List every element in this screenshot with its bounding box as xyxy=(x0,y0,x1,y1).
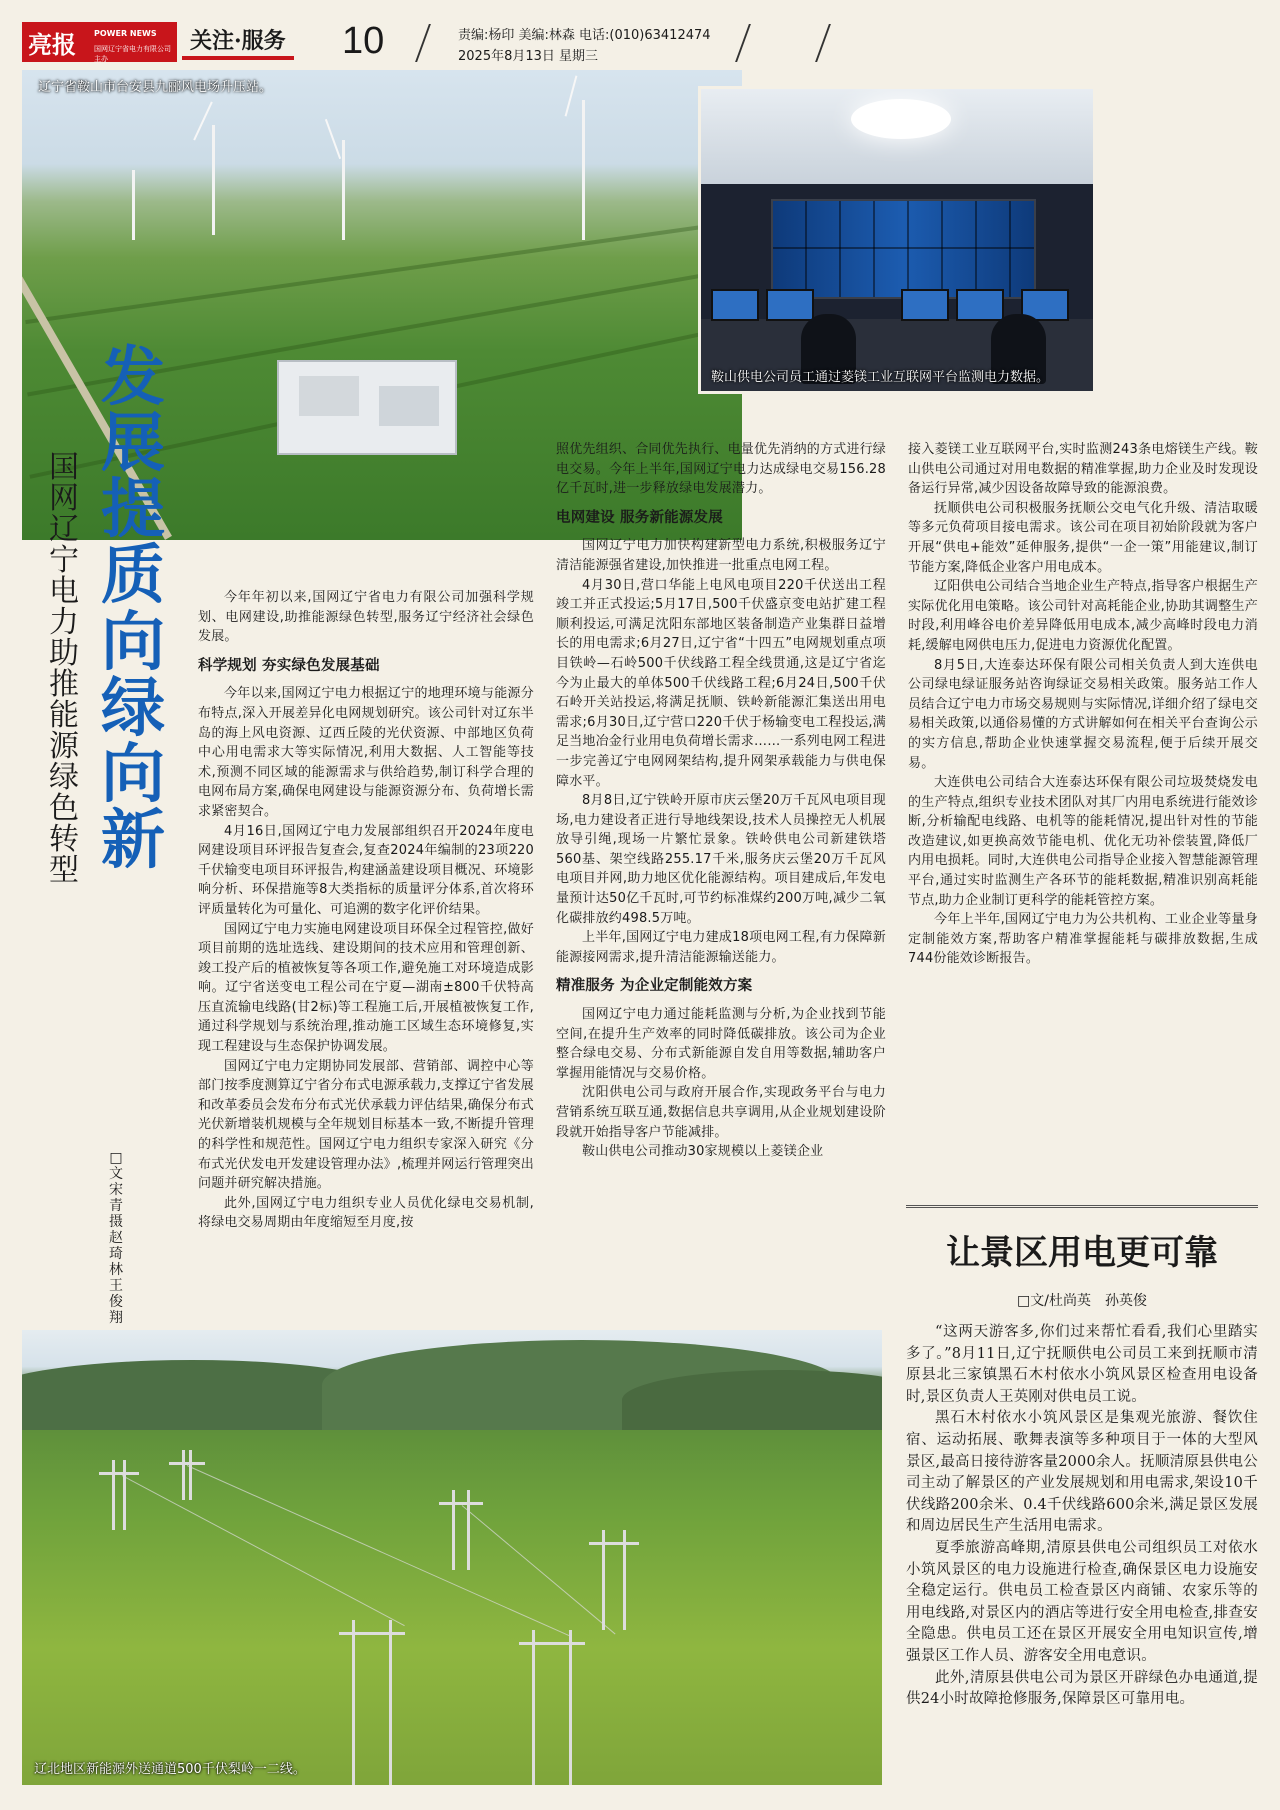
body-paragraph: 上半年,国网辽宁电力建成18项电网工程,有力保障新能源接网需求,提升清洁能源输送能力。 xyxy=(556,930,886,965)
editor-credits: 责编:杨印 美编:林森 电话:(010)63412474 xyxy=(458,28,711,43)
article-column-3 xyxy=(908,440,1258,969)
body-paragraph: 今年上半年,国网辽宁电力为公共机构、工业企业等量身定制能效方案,帮助客户精准掌握能耗与碳排放数据,生成744份能效诊断报告。 xyxy=(908,912,1258,967)
photo-caption: 鞍山供电公司员工通过菱镁工业互联网平台监测电力数据。 xyxy=(711,370,1050,385)
photo-caption: 辽宁省鞍山市台安县九郦风电场升压站。 xyxy=(38,80,273,95)
intro-paragraph: 今年年初以来,国网辽宁省电力有限公司加强科学规划、电网建设,助推能源绿色转型,服务辽宁经济社会绿色发展。 xyxy=(198,590,534,645)
body-paragraph: 此外,清原县供电公司为景区开辟绿色办电通道,提供24小时故障抢修服务,保障景区可靠用电。 xyxy=(906,1669,1258,1708)
section-title: 关注·服务 xyxy=(182,24,294,60)
body-paragraph: 此外,国网辽宁电力组织专业人员优化绿电交易机制,将绿电交易周期由年度缩短至月度,按 xyxy=(198,1195,534,1231)
body-paragraph: 4月16日,国网辽宁电力发展部组织召开2024年度电网建设项目环评报告复查会,复查2024年编制的23项220千伏输变电项目环评报告,构建涵盖建设项目概况、环境影响分析、环保措施等8大类指标的质量评分体系,首次将环评质量转化为可量化、可追溯的数字化评价结果。 xyxy=(198,823,534,917)
body-paragraph: 照优先组织、合同优先执行、电量优先消纳的方式进行绿电交易。今年上半年,国网辽宁电力达成绿电交易156.28亿千瓦时,进一步释放绿电发展潜力。 xyxy=(556,442,887,497)
body-paragraph: 大连供电公司结合大连泰达环保有限公司垃圾焚烧发电的生产特点,组织专业技术团队对其厂内用电系统进行能效诊断,分析输配电线路、电机等的能耗情况,提出针对性的节能改造建议,如更换高效节能电机、优化无功补偿装置,降低厂内用电损耗。同时,大连供电公司指导企业接入智慧能源管理平台,通过实时监测生产各环节的能耗数据,精准识别高耗能节点,助力企业制订更科学的能耗管控方案。 xyxy=(908,775,1258,908)
body-paragraph: 沈阳供电公司与政府开展合作,实现政务平台与电力营销系统互联互通,数据信息共享调用,从企业规划建设阶段就开始指导客户节能减排。 xyxy=(556,1085,886,1140)
article-column-2 xyxy=(556,440,886,1162)
masthead xyxy=(22,18,1258,70)
body-paragraph: 国网辽宁电力加快构建新型电力系统,积极服务辽宁清洁能源强省建设,加快推进一批重点电网工程。 xyxy=(556,538,886,573)
control-room-photo xyxy=(698,86,1096,394)
body-paragraph: 8月5日,大连泰达环保有限公司相关负责人到大连供电公司绿电绿证服务站咨询绿证交易相关政策。服务站工作人员结合辽宁电力市场交易规则与实际情况,详细介绍了绿电交易相关政策,以通俗易懂的方式讲解如何在相关平台查询公示的实方信息,帮助企业快速掌握交易流程,便于后续开展交易。 xyxy=(908,657,1258,771)
article2-title: 让景区用电更可靠 xyxy=(946,1233,1218,1273)
body-paragraph: 国网辽宁电力定期协同发展部、营销部、调控中心等部门按季度测算辽宁省分布式电源承载力,支撑辽宁省发展和改革委员会发布分布式光伏承载力评估结果,确保分布式光伏新增装机规模与全年规划目标基本一致,不断提升管理的科学性和规范性。国网辽宁电力组织专家深入研究《分布式光伏发电开发建设管理办法》,梳理并网运行管理突出问题并研究解决措施。 xyxy=(198,1058,534,1192)
body-paragraph: 国网辽宁电力通过能耗监测与分析,为企业找到节能空间,在提升生产效率的同时降低碳排放。该公司为企业整合绿电交易、分布式新能源自发自用等数据,辅助客户掌握用能情况与交易价格。 xyxy=(556,1007,886,1081)
divider-slash xyxy=(735,24,751,62)
article-byline: □文 宋青 摄 赵琦林 王俊翔 xyxy=(109,1150,137,1326)
section-heading: 精准服务 为企业定制能效方案 xyxy=(556,978,753,995)
brand-english: POWER NEWS xyxy=(94,29,157,38)
article2-body xyxy=(906,1322,1258,1711)
body-paragraph: 接入菱镁工业互联网平台,实时监测243条电熔镁生产线。鞍山供电公司通过对用电数据的精准掌握,助力企业及时发现设备运行异常,减少因设备故障导致的能源浪费。 xyxy=(908,442,1258,497)
body-paragraph: 国网辽宁电力实施电网建设项目环保全过程管控,做好项目前期的选址选线、建设期间的技术应用和管理创新、竣工投产后的植被恢复等各项工作,避免施工对环境造成影响。辽宁省送变电工程公司在宁夏—湖南±800千伏特高压直流输电线路(甘2标)等工程施工后,开展植被恢复工作,通过科学规划与系统治理,推动施工区域生态环境修复,实现工程建设与生态保护协调发展。 xyxy=(198,921,534,1055)
brand-subtitle: 国网辽宁省电力有限公司主办 xyxy=(94,45,171,63)
divider-slash xyxy=(815,24,831,62)
section-heading: 电网建设 服务新能源发展 xyxy=(556,509,723,526)
body-paragraph: 8月8日,辽宁铁岭开原市庆云堡20万千瓦风电项目现场,电力建设者正进行导地线架设,技术人员操控无人机展放导引绳,现场一片繁忙景象。铁岭供电公司新建铁塔560基、架空线路255.17千米,服务庆云堡20万千瓦风电项目并网,助力地区优化能源结构。项目建成后,年发电量预计达50亿千瓦时,可节约标准煤约200万吨,减少二氧化碳排放约498.5万吨。 xyxy=(556,793,886,926)
headline-line2-vertical: 向绿向新 xyxy=(101,605,165,878)
body-paragraph: 鞍山供电公司推动30家规模以上菱镁企业 xyxy=(582,1144,824,1160)
body-paragraph: 辽阳供电公司结合当地企业生产特点,指导客户根据生产实际优化用电策略。该公司针对高耗能企业,协助其调整生产时段,利用峰谷电价差异降低用电成本,减少高峰时段电力消耗,缓解电网供电压力,促进电力资源优化配置。 xyxy=(908,579,1258,653)
headline-line1-vertical: 发展提质 xyxy=(101,340,165,613)
body-paragraph: “这两天游客多,你们过来帮忙看看,我们心里踏实多了。”8月11日,辽宁抚顺供电公司员工来到抚顺市清原县北三家镇黑石木村依水小筑风景区检查用电设备时,景区负责人王英刚对供电员工说。 xyxy=(906,1324,1258,1405)
divider-slash xyxy=(415,24,431,62)
body-paragraph: 4月30日,营口华能上电风电项目220千伏送出工程竣工并正式投运;5月17日,500千伏盛京变电站扩建工程顺利投运,可满足沈阳东部地区装备制造产业集群日益增长的用电需求;6月27日,辽宁省“十四五”电网规划重点项目铁岭—石岭500千伏线路工程全线贯通,这是辽宁省迄今为止最大的单体500千伏线路工程;6月24日,500千伏石岭开关站投运,将满足抚顺、铁岭新能源汇集送出用电需求;6月30日,辽宁营口220千伏于杨输变电工程投运,满足当地冶金行业用电负荷增长需求……一系列电网工程进一步完善辽宁电网网架结构,提升网架承载能力与供电保障水平。 xyxy=(556,577,887,789)
substation-building xyxy=(277,360,457,455)
article-column-1 xyxy=(198,588,534,1233)
article2-byline: □文/杜尚英 孙英俊 xyxy=(1017,1293,1147,1309)
brand-logo xyxy=(22,22,177,62)
video-wall xyxy=(771,199,1036,299)
issue-date: 2025年8月13日 星期三 xyxy=(458,49,599,64)
page-number: 10 xyxy=(342,20,385,62)
transmission-line-photo xyxy=(22,1330,882,1785)
body-paragraph: 抚顺供电公司积极服务抚顺公交电气化升级、清洁取暖等多元负荷项目接电需求。该公司在项目初始阶段就为客户开展“供电+能效”延伸服务,提供“一企一策”用能建议,制订节能方案,降低企业客户用电成本。 xyxy=(908,500,1258,575)
body-paragraph: 今年以来,国网辽宁电力根据辽宁的地理环境与能源分布特点,深入开展差异化电网规划研究。该公司针对辽东半岛的海上风电资源、辽西丘陵的光伏资源、中部地区负荷中心用电需求大等实际情况,利用大数据、人工智能等技术,预测不同区域的能源需求与供给趋势,制订科学合理的电网布局方案,确保电网建设与能源资源分布、负荷增长需求紧密契合。 xyxy=(198,686,534,819)
body-paragraph: 黑石木村依水小筑风景区是集观光旅游、餐饮住宿、运动拓展、歌舞表演等多种项目于一体的大型风景区,最高日接待游客量2000余人。抚顺清原县供电公司主动了解景区的产业发展规划和用电需求,架设10千伏线路200余米、0.4千伏线路600余米,满足景区发展和周边居民生产生活用电需求。 xyxy=(906,1410,1258,1535)
brand-name: 亮报 xyxy=(28,30,76,59)
section-heading: 科学规划 夯实绿色发展基础 xyxy=(198,657,380,674)
body-paragraph: 夏季旅游高峰期,清原县供电公司组织员工对依水小筑风景区的电力设施进行检查,确保景区电力设施安全稳定运行。供电员工检查景区内商铺、农家乐等的用电线路,对景区内的酒店等进行安全用电检查,排查安全隐患。供电员工还在景区开展安全用电知识宣传,增强景区工作人员、游客安全用电意识。 xyxy=(906,1539,1258,1664)
subheadline: 国网辽宁电力助推能源绿色转型 xyxy=(49,450,79,888)
article-divider xyxy=(906,1205,1258,1208)
photo-caption: 辽北地区新能源外送通道500千伏梨岭一二线。 xyxy=(34,1762,306,1777)
